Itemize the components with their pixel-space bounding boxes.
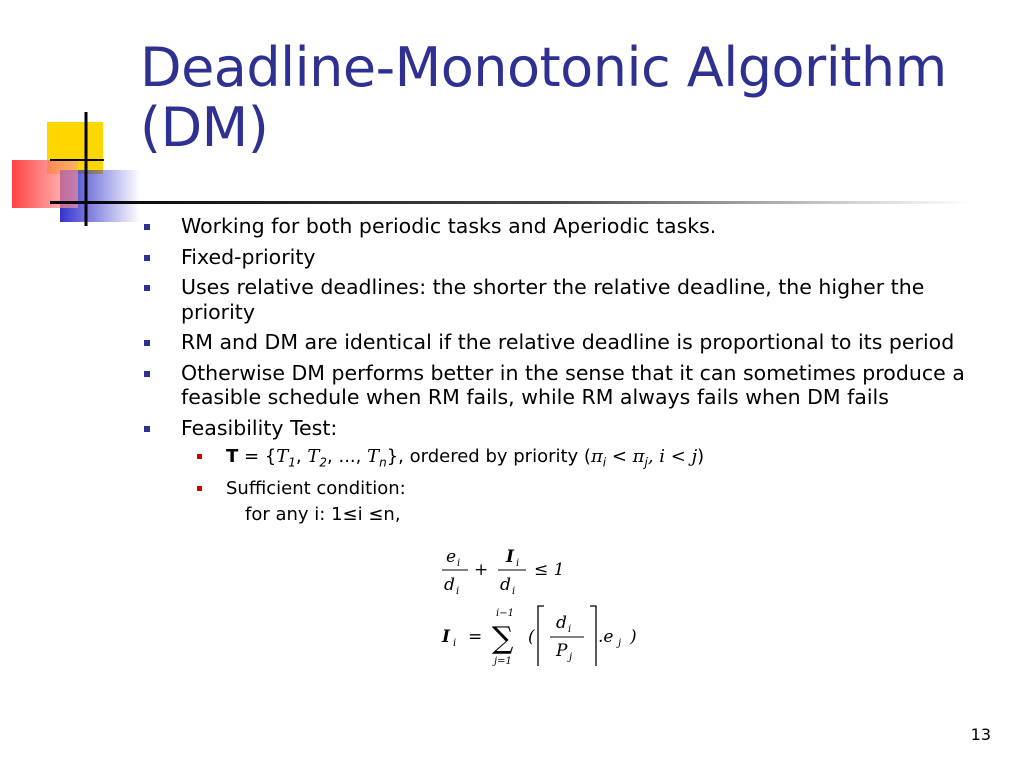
formula-subscript: i [516,558,520,569]
square-sub-bullet-icon [197,454,202,459]
summation-upper-limit: i−1 [496,608,514,619]
bullet-item [140,275,970,324]
task-set-text: }, ordered by priority ( [386,446,591,467]
square-bullet-icon [144,224,150,230]
priority-symbol: π [632,446,645,467]
formula-symbol: .e [598,627,614,647]
task-set-text: , [295,446,308,467]
task-symbol: T [276,446,289,467]
bullet-text: Otherwise DM performs better in the sense that it can sometimes produce a feasible schedule when RM fails, while RM always fails when DM fails [181,360,965,409]
bullet-list [140,214,970,526]
bullet-item [140,330,970,355]
formula-symbol: P [556,641,568,661]
square-bullet-icon [144,371,150,377]
task-set-text: = { [238,446,277,467]
slide-number: 13 [970,725,991,744]
formula-subscript: j [569,652,573,663]
task-symbol: T [307,446,320,467]
task-subscript: n [379,455,387,470]
formula-operator: + [474,560,489,580]
formula-symbol: d [500,575,511,595]
formula-relation: ≤ 1 [534,560,565,580]
slide-title-line-2: (DM) [140,96,269,159]
task-subscript: 2 [319,455,328,470]
bullet-item [140,361,970,410]
formula-symbol: d [444,575,455,595]
formula-subscript: i [512,586,516,597]
formula-subscript: i [453,638,457,649]
bullet-item [140,416,970,441]
formula-subscript: i [568,624,572,635]
sub-bullet-sufficient-condition [140,478,970,500]
slide-title-line-1: Deadline-Monotonic Algorithm [140,36,947,99]
formula-subscript: i [457,558,461,569]
task-set-text: < [606,446,633,467]
task-set-text: , ..., [327,446,368,467]
index-condition: , i < j [647,446,698,467]
decorative-corner-graphic [0,0,160,240]
formula-operator: = [468,627,483,647]
bullet-text: Working for both periodic tasks and Aperiodic tasks. [181,214,717,238]
summation-icon: ∑ [492,621,514,656]
bullet-text: Fixed-priority [181,244,316,269]
formula-symbol: I [506,547,514,567]
bullet-text: Uses relative deadlines: the shorter the relative deadline, the higher the priority [181,275,925,324]
formula-symbol: e [446,547,457,567]
square-bullet-icon [144,285,150,291]
bullet-item [140,214,970,239]
square-bullet-icon [144,426,150,432]
priority-subscript: j [644,455,648,470]
slide-title [140,38,1000,158]
priority-symbol: π [590,446,603,467]
bullet-item [140,245,970,270]
bullet-text: RM and DM are identical if the relative deadline is proportional to its period [181,330,955,354]
ceiling-right-bracket [590,606,596,666]
bullet-text: Feasibility Test: [181,415,338,440]
formula-paren: ) [630,627,637,647]
square-sub-bullet-icon [197,486,202,491]
for-any-line [140,504,970,526]
formula-symbol: I [442,627,450,647]
summation-lower-limit: j=1 [494,656,512,667]
sub-bullet-text: Sufficient condition: [226,477,406,499]
formula-symbol: d [556,613,567,633]
formula-paren: ( [528,627,535,647]
task-subscript: 1 [288,455,296,470]
formula-subscript: i [456,586,460,597]
square-bullet-icon [144,255,150,261]
square-bullet-icon [144,340,150,346]
title-divider [50,201,970,204]
ceiling-left-bracket [538,606,544,666]
feasibility-formula [432,540,582,600]
task-symbol: T [367,446,380,467]
interference-formula [436,604,656,670]
sub-bullet-task-set [140,446,970,474]
task-set-symbol: T [226,446,239,467]
priority-subscript: i [602,455,607,470]
task-set-text: ) [697,446,705,467]
for-any-text: for any i: 1≤i ≤n, [245,503,401,525]
formula-subscript: j [618,638,622,649]
